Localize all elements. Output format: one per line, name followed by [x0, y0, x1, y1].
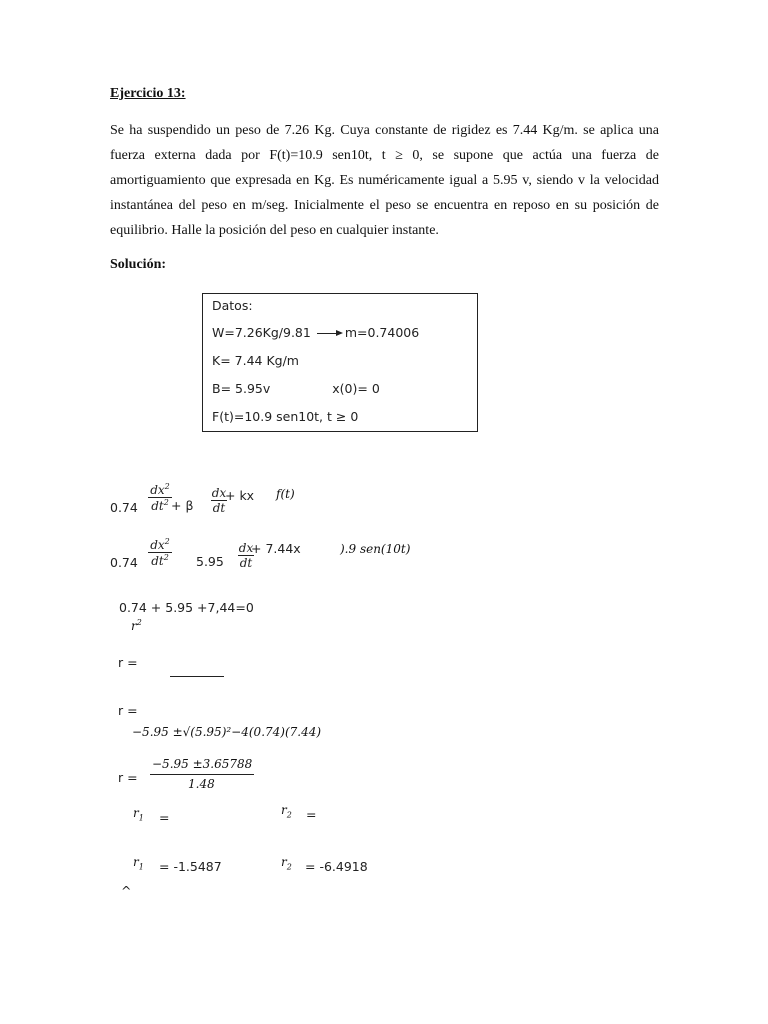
r-simplified-label: r = [118, 770, 138, 785]
r-simplified-denominator: 1.48 [188, 777, 215, 791]
eq1-dx: dx [211, 486, 227, 500]
right-arrow-icon [317, 333, 339, 334]
eq1-d2x: $dx^2$ [150, 482, 170, 497]
eq2-dx: dx [238, 541, 254, 555]
damping-value: B= 5.95v [212, 381, 271, 396]
eq1-kx-term: + kx [225, 488, 255, 503]
characteristic-equation: 0.74 + 5.95 +7,44=0 [119, 600, 254, 615]
datos-k-line: K= 7.44 Kg/m [212, 353, 299, 368]
root1-empty-equals: = [159, 810, 170, 825]
root1-label: $r_1$ [133, 855, 144, 872]
initial-condition: x(0)= 0 [332, 381, 380, 396]
r-simplified-numerator: −5.95 ±3.65788 [152, 757, 253, 771]
eq2-second-derivative [148, 537, 172, 568]
eq2-coefficient: 0.74 [110, 555, 138, 570]
eq2-damping-coef: 5.95 [196, 554, 224, 569]
mass-value: m=0.74006 [344, 325, 420, 340]
caret-mark: ^ [121, 883, 132, 898]
formula-fraction-line [170, 676, 224, 677]
r-expanded-numerator: −5.95 ±√(5.95)²−4(0.74)(7.44) [132, 725, 322, 739]
problem-statement: Se ha suspendido un peso de 7.26 Kg. Cuya constante de rigidez es 7.44 Kg/m. se aplica una fuerza externa dada por F(t)=10.9 sen10t, t ≥ 0, se supone que actúa una fuerza de amortiguamiento que expresada en Kg. Es numéricamente igual a 5.95 v, siendo v la velocidad instantánea del peso en m/seg. Inicialmente el peso se encuentra en reposo en su posición de equilibrio. Halle la posición del peso en cualquier instante. [110, 123, 659, 238]
datos-header: Datos: [212, 298, 253, 313]
solution-label: Solución: [110, 257, 167, 272]
weight-value: W=7.26Kg/9.81 [212, 325, 311, 340]
root2-empty-equals: = [306, 807, 317, 822]
eq1-dt2: $dt^2$ [148, 497, 172, 513]
exercise-title: Ejercicio 13: [110, 86, 186, 101]
root2-empty-label: $r_2$ [281, 803, 292, 820]
root1-value: = -1.5487 [159, 859, 222, 874]
datos-box [202, 293, 478, 432]
eq1-beta-term: + β [171, 498, 194, 513]
eq2-d2x: $dx^2$ [150, 537, 170, 552]
eq2-rhs: ).9 𝑠𝑒𝑛(10𝑡) [340, 542, 411, 556]
r-squared: $r^2$ [131, 618, 142, 633]
eq2-k-term: + 7.44x [251, 541, 301, 556]
r-simplified-fraction-line [150, 774, 254, 775]
eq2-dt: dt [239, 556, 253, 570]
datos-force-line: F(t)=10.9 sen10t, t ≥ 0 [212, 409, 359, 424]
datos-weight-line [212, 325, 419, 340]
r-formula-label: r = [118, 655, 138, 670]
eq1-dt: dt [212, 501, 226, 515]
eq1-coefficient: 0.74 [110, 500, 138, 515]
eq2-dt2: $dt^2$ [148, 552, 172, 568]
eq1-rhs: 𝑓(𝑡) [276, 487, 295, 501]
root1-empty-label: $r_1$ [133, 806, 144, 823]
r-expanded-label: r = [118, 703, 138, 718]
datos-b-line [212, 381, 380, 396]
root2-label: $r_2$ [281, 855, 292, 872]
root2-value: = -6.4918 [305, 859, 368, 874]
eq1-second-derivative [148, 482, 172, 513]
